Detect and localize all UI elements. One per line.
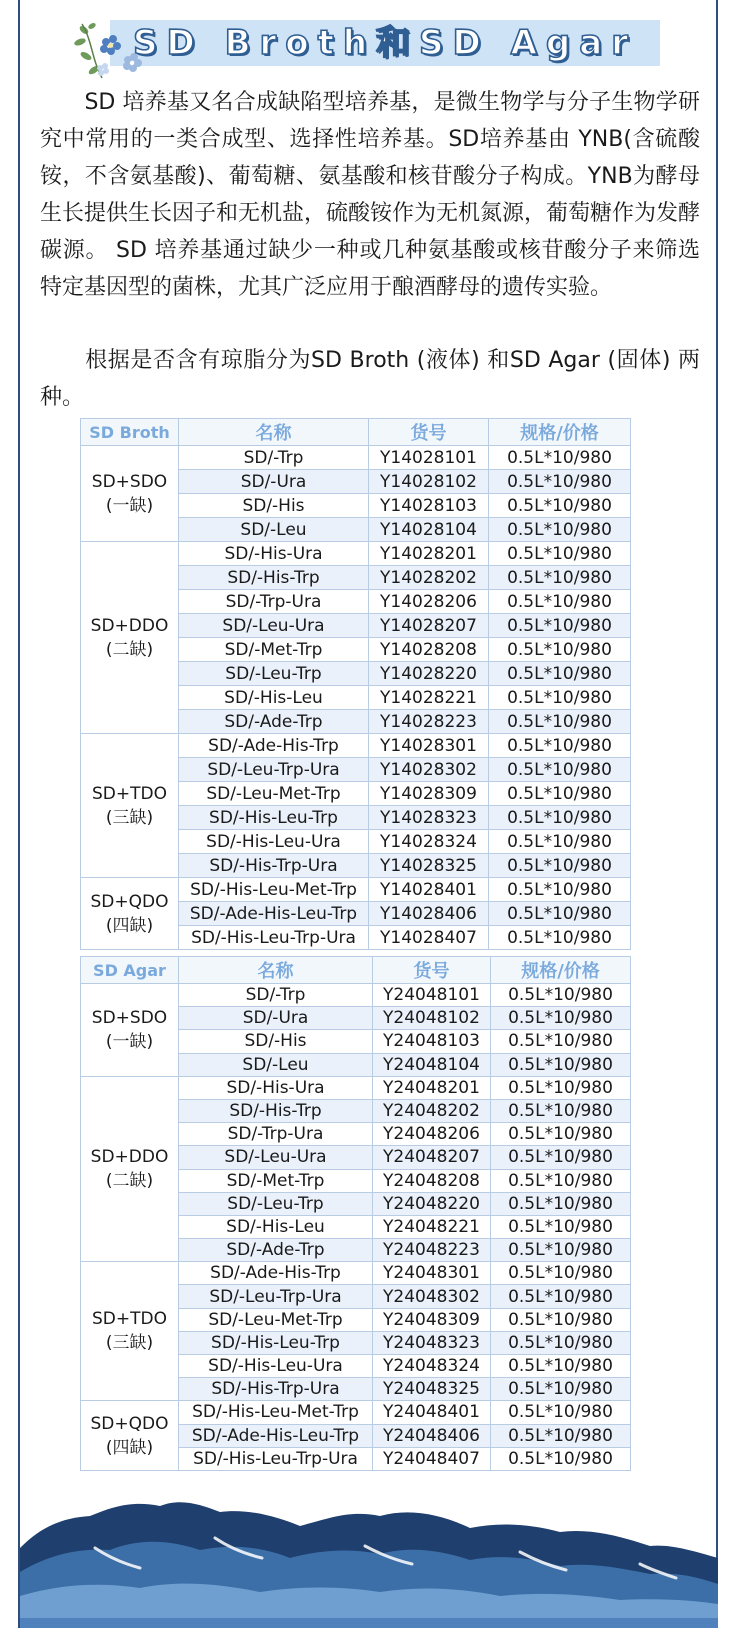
product-name-cell: SD/-Ade-His-Leu-Trp	[179, 902, 369, 926]
spec-price-cell: 0.5L*10/980	[491, 984, 631, 1007]
product-name-cell: SD/-Ade-Trp	[179, 1239, 373, 1262]
spec-price-cell: 0.5L*10/980	[491, 1099, 631, 1122]
product-name-cell: SD/-His-Trp	[179, 566, 369, 590]
spec-price-cell: 0.5L*10/980	[491, 1030, 631, 1053]
catalog-number-cell: Y14028101	[369, 446, 489, 470]
catalog-number-cell: Y14028104	[369, 518, 489, 542]
group-label: SD+TDO (三缺)	[81, 734, 179, 878]
product-name-cell: SD/-Ura	[179, 1007, 373, 1030]
product-name-cell: SD/-His-Leu-Ura	[179, 830, 369, 854]
column-header: 货号	[373, 957, 491, 984]
spec-price-cell: 0.5L*10/980	[491, 1053, 631, 1076]
table-row	[81, 984, 631, 1007]
product-name-cell: SD/-His-Leu-Trp	[179, 806, 369, 830]
spec-price-cell: 0.5L*10/980	[491, 1378, 631, 1401]
catalog-number-cell: Y24048206	[373, 1123, 491, 1146]
product-name-cell: SD/-His-Leu-Met-Trp	[179, 1401, 373, 1424]
spec-price-cell: 0.5L*10/980	[489, 710, 631, 734]
catalog-number-cell: Y14028407	[369, 926, 489, 950]
product-name-cell: SD/-Leu-Trp-Ura	[179, 1285, 373, 1308]
spec-price-cell: 0.5L*10/980	[489, 662, 631, 686]
product-name-cell: SD/-Ade-His-Leu-Trp	[179, 1424, 373, 1447]
spec-price-cell: 0.5L*10/980	[489, 542, 631, 566]
catalog-number-cell: Y14028220	[369, 662, 489, 686]
product-name-cell: SD/-Leu	[179, 1053, 373, 1076]
catalog-number-cell: Y14028207	[369, 614, 489, 638]
spec-price-cell: 0.5L*10/980	[489, 494, 631, 518]
product-name-cell: SD/-Leu-Ura	[179, 614, 369, 638]
table-row	[81, 734, 631, 758]
product-name-cell: SD/-Leu-Met-Trp	[179, 1308, 373, 1331]
table-row	[81, 1076, 631, 1099]
spec-price-cell: 0.5L*10/980	[491, 1215, 631, 1238]
column-header: 名称	[179, 957, 373, 984]
product-name-cell: SD/-Met-Trp	[179, 638, 369, 662]
table-row	[81, 1262, 631, 1285]
catalog-number-cell: Y24048221	[373, 1215, 491, 1238]
spec-price-cell: 0.5L*10/980	[489, 758, 631, 782]
spec-price-cell: 0.5L*10/980	[491, 1424, 631, 1447]
catalog-number-cell: Y24048223	[373, 1239, 491, 1262]
column-header: 规格/价格	[489, 419, 631, 446]
catalog-number-cell: Y24048407	[373, 1447, 491, 1470]
spec-price-cell: 0.5L*10/980	[491, 1285, 631, 1308]
product-name-cell: SD/-Ade-His-Trp	[179, 1262, 373, 1285]
spec-price-cell: 0.5L*10/980	[489, 446, 631, 470]
product-name-cell: SD/-Ade-Trp	[179, 710, 369, 734]
product-name-cell: SD/-His-Leu-Met-Trp	[179, 878, 369, 902]
catalog-number-cell: Y24048220	[373, 1192, 491, 1215]
spec-price-cell: 0.5L*10/980	[491, 1239, 631, 1262]
table-header-row	[81, 957, 631, 984]
catalog-number-cell: Y24048406	[373, 1424, 491, 1447]
catalog-number-cell: Y24048401	[373, 1401, 491, 1424]
spec-price-cell: 0.5L*10/980	[491, 1123, 631, 1146]
sd-broth-table	[80, 418, 631, 950]
catalog-number-cell: Y24048201	[373, 1076, 491, 1099]
table-header-row	[81, 419, 631, 446]
group-label: SD+QDO (四缺)	[81, 878, 179, 950]
spec-price-cell: 0.5L*10/980	[489, 470, 631, 494]
product-name-cell: SD/-Ade-His-Trp	[179, 734, 369, 758]
spec-price-cell: 0.5L*10/980	[491, 1401, 631, 1424]
column-header: 货号	[369, 419, 489, 446]
catalog-number-cell: Y24048101	[373, 984, 491, 1007]
spec-price-cell: 0.5L*10/980	[489, 614, 631, 638]
catalog-number-cell: Y24048301	[373, 1262, 491, 1285]
spec-price-cell: 0.5L*10/980	[491, 1331, 631, 1354]
product-name-cell: SD/-Leu	[179, 518, 369, 542]
product-name-cell: SD/-His-Leu-Ura	[179, 1355, 373, 1378]
group-label: SD+TDO (三缺)	[81, 1262, 179, 1401]
catalog-number-cell: Y24048323	[373, 1331, 491, 1354]
group-label: SD+SDO (一缺)	[81, 984, 179, 1077]
product-name-cell: SD/-His-Trp	[179, 1099, 373, 1122]
group-label: SD+DDO (二缺)	[81, 542, 179, 734]
catalog-number-cell: Y14028301	[369, 734, 489, 758]
product-name-cell: SD/-His	[179, 1030, 373, 1053]
spec-price-cell: 0.5L*10/980	[489, 590, 631, 614]
catalog-number-cell: Y14028302	[369, 758, 489, 782]
product-name-cell: SD/-Leu-Ura	[179, 1146, 373, 1169]
spec-price-cell: 0.5L*10/980	[491, 1308, 631, 1331]
spec-price-cell: 0.5L*10/980	[491, 1355, 631, 1378]
spec-price-cell: 0.5L*10/980	[491, 1192, 631, 1215]
spec-price-cell: 0.5L*10/980	[489, 878, 631, 902]
table-row	[81, 542, 631, 566]
catalog-number-cell: Y14028324	[369, 830, 489, 854]
product-name-cell: SD/-His-Leu	[179, 1215, 373, 1238]
spec-price-cell: 0.5L*10/980	[489, 566, 631, 590]
catalog-number-cell: Y14028406	[369, 902, 489, 926]
group-label: SD+SDO (一缺)	[81, 446, 179, 542]
catalog-number-cell: Y24048207	[373, 1146, 491, 1169]
catalog-number-cell: Y24048104	[373, 1053, 491, 1076]
catalog-number-cell: Y24048202	[373, 1099, 491, 1122]
catalog-number-cell: Y14028325	[369, 854, 489, 878]
table-row	[81, 1401, 631, 1424]
spec-price-cell: 0.5L*10/980	[489, 854, 631, 878]
mountain-decoration-icon	[0, 1488, 738, 1628]
catalog-number-cell: Y14028223	[369, 710, 489, 734]
catalog-number-cell: Y24048103	[373, 1030, 491, 1053]
column-header: 名称	[179, 419, 369, 446]
catalog-number-cell: Y14028206	[369, 590, 489, 614]
spec-price-cell: 0.5L*10/980	[489, 830, 631, 854]
product-name-cell: SD/-Met-Trp	[179, 1169, 373, 1192]
spec-price-cell: 0.5L*10/980	[491, 1169, 631, 1192]
catalog-number-cell: Y24048208	[373, 1169, 491, 1192]
spec-price-cell: 0.5L*10/980	[489, 902, 631, 926]
catalog-number-cell: Y14028201	[369, 542, 489, 566]
column-header: 规格/价格	[491, 957, 631, 984]
product-name-cell: SD/-Trp	[179, 984, 373, 1007]
catalog-number-cell: Y14028208	[369, 638, 489, 662]
product-name-cell: SD/-Trp-Ura	[179, 590, 369, 614]
spec-price-cell: 0.5L*10/980	[489, 638, 631, 662]
table-row	[81, 446, 631, 470]
product-name-cell: SD/-His-Trp-Ura	[179, 854, 369, 878]
spec-price-cell: 0.5L*10/980	[489, 806, 631, 830]
catalog-number-cell: Y24048325	[373, 1378, 491, 1401]
product-name-cell: SD/-Trp-Ura	[179, 1123, 373, 1146]
product-name-cell: SD/-His-Leu-Trp-Ura	[179, 926, 369, 950]
product-name-cell: SD/-His	[179, 494, 369, 518]
catalog-number-cell: Y14028202	[369, 566, 489, 590]
spec-price-cell: 0.5L*10/980	[491, 1447, 631, 1470]
spec-price-cell: 0.5L*10/980	[489, 686, 631, 710]
product-name-cell: SD/-His-Leu-Trp	[179, 1331, 373, 1354]
product-name-cell: SD/-Leu-Trp	[179, 662, 369, 686]
catalog-number-cell: Y14028323	[369, 806, 489, 830]
spec-price-cell: 0.5L*10/980	[491, 1076, 631, 1099]
intro-paragraph-1: SD 培养基又名合成缺陷型培养基，是微生物学与分子生物学研究中常用的一类合成型、选择性培养基。SD培养基由 YNB(含硫酸铵，不含氨基酸)、葡萄糖、氨基酸和核苷酸分子构成。YNB为酵母生长提供生长因子和无机盐，硫酸铵作为无机氮源，葡萄糖作为发酵碳源。 SD 培养基通过缺少一种或几种氨基酸或核苷酸分子来筛选特定基因型的菌株，尤其广泛应用于酿酒酵母的遗传实验。	[40, 90, 701, 300]
group-label: SD+DDO (二缺)	[81, 1076, 179, 1262]
intro-paragraph-2: 根据是否含有琼脂分为SD Broth (液体) 和SD Agar (固体) 两种。	[40, 348, 700, 410]
catalog-number-cell: Y24048102	[373, 1007, 491, 1030]
product-name-cell: SD/-Trp	[179, 446, 369, 470]
spec-price-cell: 0.5L*10/980	[491, 1146, 631, 1169]
catalog-number-cell: Y14028221	[369, 686, 489, 710]
product-name-cell: SD/-Leu-Trp	[179, 1192, 373, 1215]
spec-price-cell: 0.5L*10/980	[491, 1262, 631, 1285]
catalog-number-cell: Y14028102	[369, 470, 489, 494]
product-name-cell: SD/-His-Leu-Trp-Ura	[179, 1447, 373, 1470]
product-name-cell: SD/-His-Leu	[179, 686, 369, 710]
column-header: SD Agar	[81, 957, 179, 984]
product-name-cell: SD/-Leu-Trp-Ura	[179, 758, 369, 782]
catalog-number-cell: Y14028401	[369, 878, 489, 902]
catalog-number-cell: Y14028103	[369, 494, 489, 518]
spec-price-cell: 0.5L*10/980	[489, 782, 631, 806]
product-name-cell: SD/-His-Ura	[179, 1076, 373, 1099]
spec-price-cell: 0.5L*10/980	[489, 734, 631, 758]
sd-agar-table	[80, 956, 631, 1471]
spec-price-cell: 0.5L*10/980	[489, 518, 631, 542]
spec-price-cell: 0.5L*10/980	[489, 926, 631, 950]
group-label: SD+QDO (四缺)	[81, 1401, 179, 1471]
product-name-cell: SD/-His-Trp-Ura	[179, 1378, 373, 1401]
catalog-number-cell: Y24048324	[373, 1355, 491, 1378]
catalog-number-cell: Y24048302	[373, 1285, 491, 1308]
product-name-cell: SD/-Ura	[179, 470, 369, 494]
product-name-cell: SD/-Leu-Met-Trp	[179, 782, 369, 806]
catalog-number-cell: Y14028309	[369, 782, 489, 806]
product-name-cell: SD/-His-Ura	[179, 542, 369, 566]
table-row	[81, 878, 631, 902]
catalog-number-cell: Y24048309	[373, 1308, 491, 1331]
page-title: SD Broth和SD Agar	[133, 23, 637, 63]
column-header: SD Broth	[81, 419, 179, 446]
spec-price-cell: 0.5L*10/980	[491, 1007, 631, 1030]
